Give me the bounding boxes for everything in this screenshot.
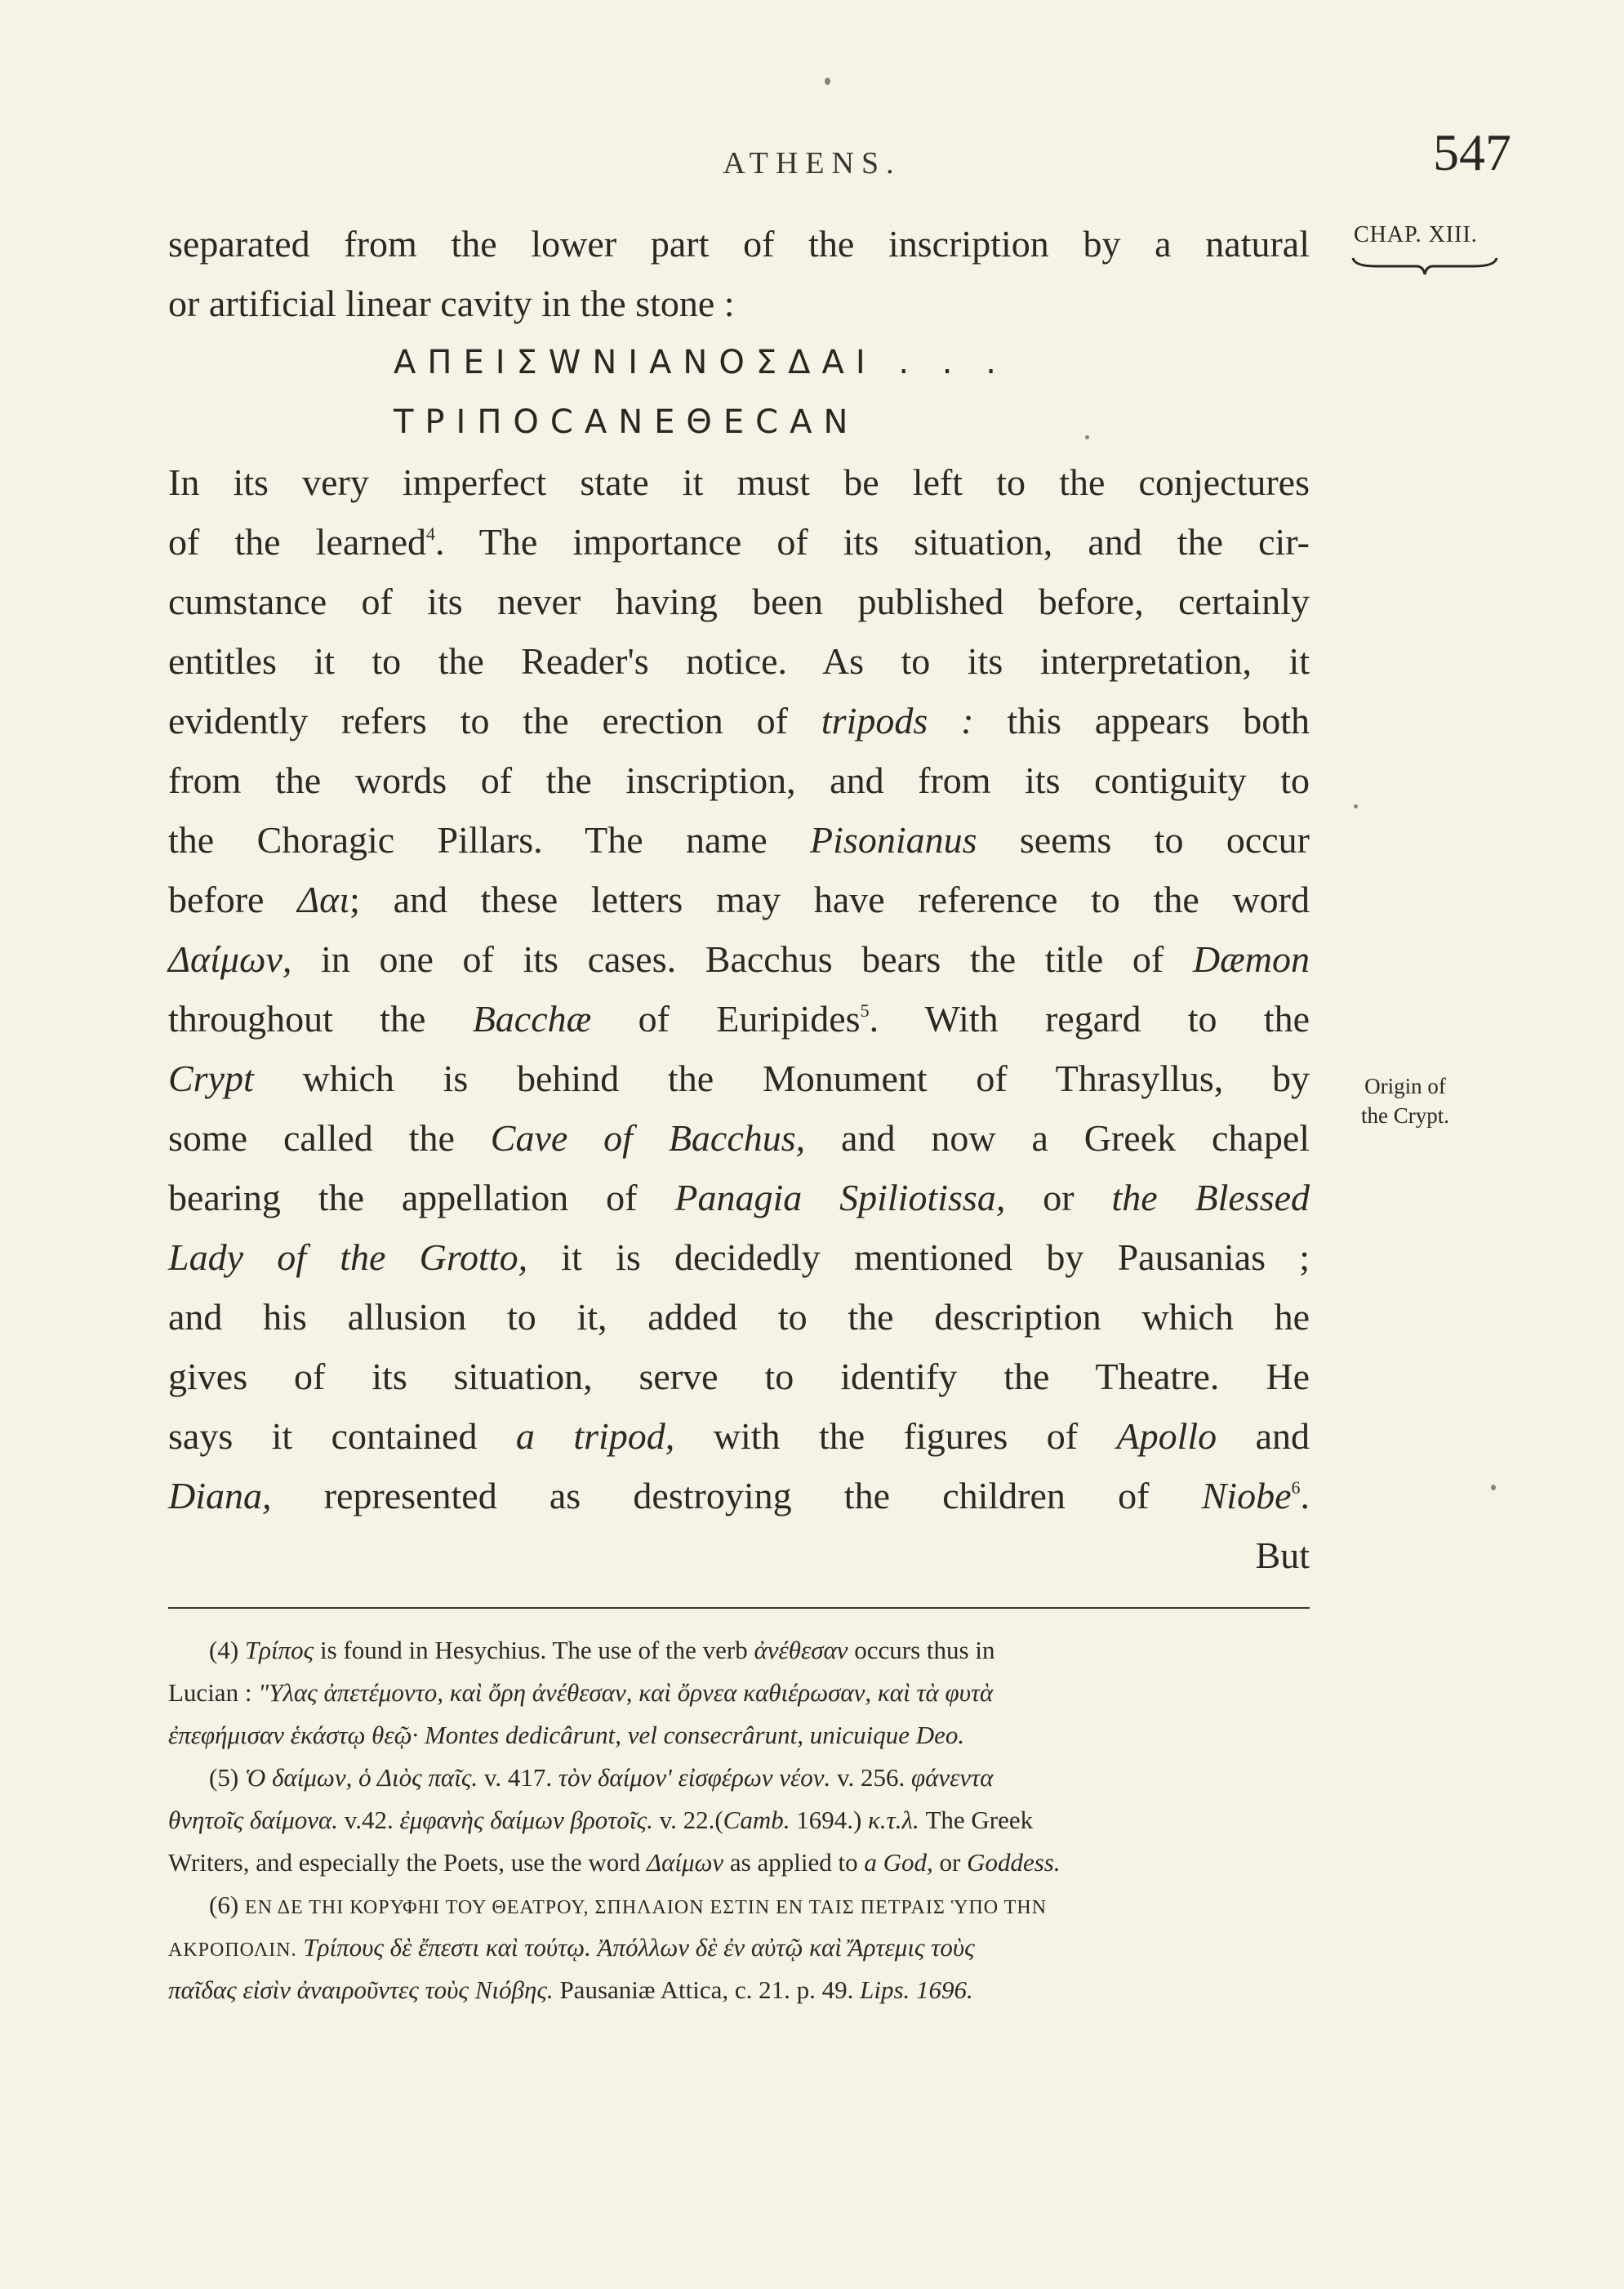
chapter-label: CHAP. XIII. xyxy=(1354,222,1478,247)
body-text xyxy=(168,214,1310,1585)
page-number: 547 xyxy=(1433,123,1511,181)
running-head: ATHENS. xyxy=(723,146,901,180)
text-line: evidently refers to the erection of tripods : this appears both xyxy=(168,700,1310,741)
text-line: cumstance of its never having been published before, certainly xyxy=(168,581,1310,622)
footnote-5-cont: Writers, and especially the Poets, use the word Δαίμων as applied to a God, or Goddess. xyxy=(168,1848,1061,1877)
footnote-4: (4) Τρίπος is found in Hesychius. The use of the verb ἀνέθεσαν occurs thus in xyxy=(209,1636,995,1664)
footnote-ref: 6 xyxy=(1291,1477,1301,1498)
text-line: In its very imperfect state it must be left to the conjectures xyxy=(168,461,1310,503)
text-line: before Δαι; and these letters may have reference to the word xyxy=(168,879,1310,920)
text-line: gives of its situation, serve to identify the Theatre. He xyxy=(168,1356,1310,1397)
footnote-4-cont: Lucian : "Υλας ἀπετέμοντο, καὶ ὄρη ἀνέθεσαν, καὶ ὄρνεα καθιέρωσαν, καὶ τὰ φυτὰ xyxy=(168,1678,994,1707)
text-line: and his allusion to it, added to the description which he xyxy=(168,1296,1310,1338)
text-line: the Choragic Pillars. The name Pisonianus seems to occur xyxy=(168,819,1310,861)
paper-speck xyxy=(825,78,830,85)
inscription-line-1: ΑΠΕΙΣWΝΙΑΝΟΣΔΑΙ . . . xyxy=(394,344,1008,381)
footnote-6: (6) ΕΝ ΔΕ ΤΗΙ ΚΟΡΥΦΗΙ ΤΟΥ ΘΕΑΤΡΟΥ, ΣΠΗΛΑΙΟΝ ΕΣΤΙΝ ΕΝ ΤΑΙΣ ΠΕΤΡΑΙΣ ὙΠΟ ΤΗΝ xyxy=(209,1890,1048,1919)
footnote-ref: 5 xyxy=(860,1000,870,1021)
text-line: or artificial linear cavity in the stone : xyxy=(168,283,735,324)
footnote-5-cont: θνητοῖς δαίμονα. v.42. ἐμφανὴς δαίμων βροτοῖς. v. 22.(Camb. 1694.) κ.τ.λ. The Greek xyxy=(168,1806,1034,1834)
text-line: of the learned$^4$. The importance of its situation, and the cir- xyxy=(168,521,1310,563)
text-line: Diana, represented as destroying the children of Niobe$^6$. xyxy=(168,1475,1310,1516)
text-line: some called the Cave of Bacchus, and now a Greek chapel xyxy=(168,1117,1310,1159)
footnote-6-cont: παῖδας εἰσὶν ἀναιροῦντες τοὺς Νιόβης. Pausaniæ Attica, c. 21. p. 49. Lips. 1696. xyxy=(168,1975,973,2004)
footnote-ref: 4 xyxy=(426,523,436,544)
text-line: Lady of the Grotto, it is decidedly mentioned by Pausanias ; xyxy=(168,1236,1310,1278)
footnote-4-cont: ἐπεφήμισαν ἑκάστῳ θεῷ· Montes dedicârunt, vel consecrârunt, unicuique Deo. xyxy=(168,1721,965,1749)
chapter-brace-icon xyxy=(1351,255,1498,278)
text-line: says it contained a tripod, with the figures of Apollo and xyxy=(168,1415,1310,1457)
text-line: throughout the Bacchæ of Euripides$^5$. With regard to the xyxy=(168,998,1310,1040)
paper-speck xyxy=(1491,1485,1496,1490)
text-line: separated from the lower part of the inscription by a natural xyxy=(168,223,1310,265)
footnote-5: (5) Ὁ δαίμων, ὁ Διὸς παῖς. v. 417. τὸν δαίμον' εἰσφέρων νέον. v. 256. φάνεντα xyxy=(209,1763,994,1792)
text-line: Δαίμων, in one of its cases. Bacchus bears the title of Dæmon xyxy=(168,938,1310,980)
footnote-rule xyxy=(168,1607,1310,1609)
inscription-line-2: ΤΡΙΠΟCΑΝΕΘΕCΑΝ xyxy=(394,403,860,441)
text-line: from the words of the inscription, and from its contiguity to xyxy=(168,759,1310,801)
paper-speck xyxy=(1354,804,1358,808)
text-line: bearing the appellation of Panagia Spiliotissa, or the Blessed xyxy=(168,1177,1310,1218)
catchword: But xyxy=(1255,1534,1310,1576)
text-line: Crypt which is behind the Monument of Thrasyllus, by xyxy=(168,1058,1310,1099)
footnotes xyxy=(168,1629,1310,2011)
paper-speck xyxy=(1085,435,1089,439)
footnote-6-cont: ΑΚΡΟΠΟΛΙΝ. Τρίπους δὲ ἔπεστι καὶ τούτῳ. Ἀπόλλων δὲ ἐν αὐτῷ καὶ Ἄρτεμις τοὺς xyxy=(168,1933,975,1962)
margin-note: Origin of the Crypt. xyxy=(1361,1074,1449,1128)
text-line: entitles it to the Reader's notice. As to its interpretation, it xyxy=(168,640,1310,682)
